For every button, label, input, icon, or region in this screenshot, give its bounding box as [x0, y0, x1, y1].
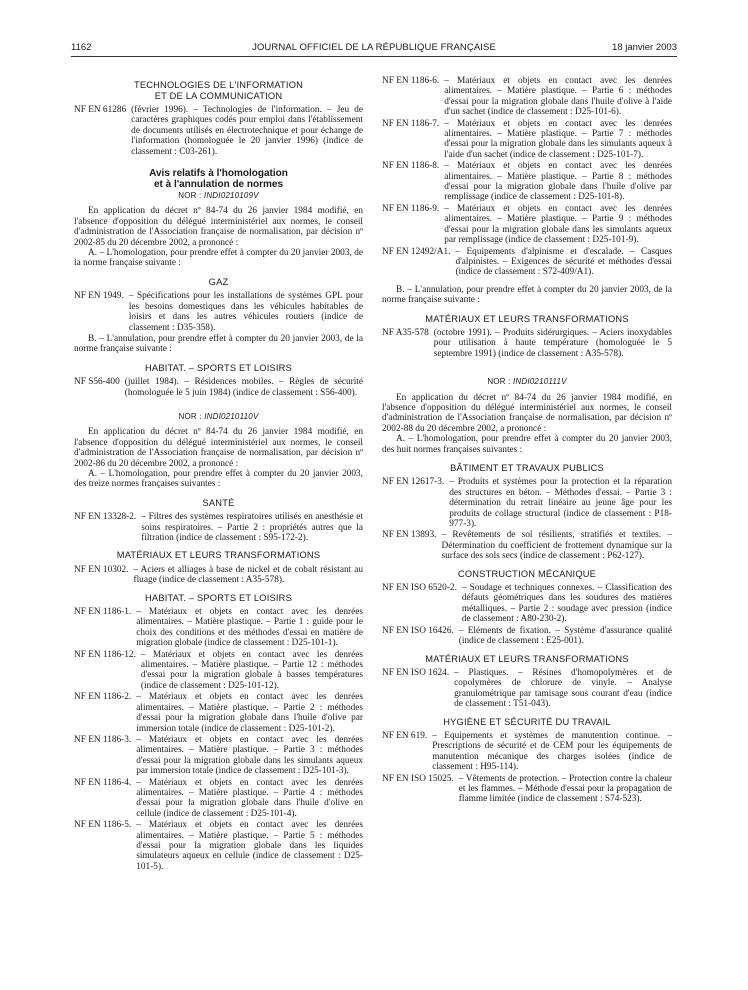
norm-reference: NF EN ISO 15025.	[382, 773, 454, 784]
norm-entry	[74, 565, 363, 586]
paragraph: B. – L'annulation, pour prendre effet à compter du 20 janvier 2003, de la norme française suivante :	[382, 284, 672, 306]
norm-reference: NF EN 1186-1.	[74, 607, 132, 618]
norm-description: – Matériaux et objets en contact avec les denrées alimentaires. – Matière plastique. – Partie 12 : méthodes d'essai pour la migration globale à basses températures (indice de classement : D25-101-12).	[140, 649, 363, 691]
norm-description: – Matériaux et objets en contact avec les denrées alimentaires. – Matière plastique. – Partie 5 : méthodes d'essai pour la migration globale dans les liquides simulateurs aqueux en cellule (indice de classement : D25-101-5).	[136, 820, 363, 872]
section-heading: GAZ	[208, 276, 229, 287]
section-heading: HABITAT. – SPORTS ET LOISIRS	[145, 362, 292, 373]
norm-description: (juillet 1984). – Résidences mobiles. – Règles de sécurité (homologuée le 5 juin 1984) (indice de classement : S56-400).	[124, 377, 363, 398]
section-heading: HABITAT. – SPORTS ET LOISIRS	[145, 592, 292, 603]
norm-reference: NF EN 12617-3.	[382, 477, 445, 488]
norm-reference: NF EN 619.	[382, 730, 428, 741]
norm-reference: NF EN ISO 6520-2.	[382, 583, 457, 594]
norm-entry	[382, 583, 672, 625]
norm-reference: NF EN 13328-2.	[74, 512, 137, 523]
norm-entry	[74, 650, 363, 692]
norm-entry	[74, 377, 363, 398]
norm-entry	[382, 76, 672, 118]
norm-description: – Filtres des systèmes respiratoires utilisés en anesthésie et soins respiratoires. – Partie 2 : propriétés autres que la filtration (indice de classement : S95-172-2).	[141, 512, 363, 543]
section-heading: MATÉRIAUX ET LEURS TRANSFORMATIONS	[116, 550, 321, 561]
norm-reference: NF S56-400	[74, 377, 120, 388]
norm-reference: NF EN 1186-2.	[74, 692, 132, 703]
norm-entry	[382, 626, 672, 647]
norm-reference: NF EN ISO 1624.	[382, 667, 450, 678]
norm-reference: NF EN ISO 16426.	[382, 625, 454, 636]
norm-entry	[382, 247, 672, 278]
norm-entry	[382, 477, 672, 529]
paragraph: En application du décret nº 84-74 du 26 janvier 1984 modifié, en l'absence d'opposition du délégué interministériel aux normes, le conseil d'administration de l'Association française de normalisation, par décision nº 2002-85 du 20 décembre 2002, a prononcé :	[74, 206, 363, 248]
norm-reference: NF EN 13893.	[382, 530, 437, 541]
section-heading: HYGIÈNE ET SÉCURITÉ DU TRAVAIL	[443, 716, 611, 727]
norm-description: – Matériaux et objets en contact avec les denrées alimentaires. – Matière plastique. – Partie 7 : méthodes d'essai pour la migration globale dans les simulants aqueux à l'aide d'un sachet (indice de classement : D25-101-7).	[444, 118, 672, 160]
norm-reference: NF EN 1186-7.	[382, 118, 440, 129]
norm-reference: NF EN 1949.	[74, 291, 124, 302]
norm-reference: NF EN 10302.	[74, 564, 129, 575]
norm-description: (février 1996). – Technologies de l'information. – Jeu de caractères graphiques codés pour emploi dans l'établissement de documents utilisés en électrotechnique et pour échange de l'information (homologuée le 20 janvier 1996) (indice de classement : C03-261).	[131, 105, 363, 157]
norm-entry	[74, 778, 363, 820]
norm-description: – Matériaux et objets en contact avec les denrées alimentaires. – Matière plastique. – Partie 3 : méthodes d'essai pour la migration globale dans les simulants aqueux par immersion totale (indice de classement : D25-101-3).	[136, 734, 363, 777]
section-heading: MATÉRIAUX ET LEURS TRANSFORMATIONS	[425, 313, 629, 324]
page-header	[71, 42, 677, 56]
norm-entry	[74, 820, 363, 872]
section-heading: TECHNOLOGIES DE L'INFORMATION ET DE LA COMMUNICATION	[133, 80, 304, 101]
norm-description: – Matériaux et objets en contact avec les denrées alimentaires. – Matière plastique. – Partie 2 : méthodes d'essai pour la migration globale dans l'huile d'olive par immersion totale (indice de classement : D25-101-2).	[136, 692, 363, 734]
section-heading: MATÉRIAUX ET LEURS TRANSFORMATIONS	[425, 653, 629, 664]
norm-entry	[74, 735, 363, 777]
notice-title: Avis relatifs à l'homologation	[149, 168, 288, 180]
paragraph: A. – L'homologation, pour prendre effet à compter du 20 janvier 2003, des huit normes françaises suivantes :	[382, 434, 672, 455]
norm-entry	[382, 774, 672, 805]
norm-entry	[74, 105, 363, 157]
norm-entry	[382, 668, 672, 710]
page-number: 1162	[71, 42, 92, 53]
norm-entry	[74, 291, 363, 333]
paragraph: A. – L'homologation, pour prendre effet à compter du 20 janvier 2003, des treize normes françaises suivantes :	[74, 468, 363, 490]
norm-description: – Equipements et systèmes de manutention continue. – Prescriptions de sécurité et de CEM pour les équipements de manutention mécanique des charges isolées (indice de classement : H95-114).	[432, 730, 672, 773]
norm-reference: NF EN 1186-9.	[382, 203, 440, 214]
norm-reference: NF EN 61286	[74, 105, 127, 115]
norm-description: – Matériaux et objets en contact avec les denrées alimentaires. – Matière plastique. – Partie 1 : guide pour le choix des conditions et des méthodes d'essai en matière de migration globale (indice de classement : D25-101-1).	[136, 607, 363, 649]
norm-reference: NF EN 12492/A1.	[382, 246, 451, 257]
norm-entry	[382, 204, 672, 246]
paragraph: B. – L'annulation, pour prendre effet à compter du 20 janvier 2003, de la norme française suivante :	[74, 333, 363, 355]
norm-reference: NF EN 1186-5.	[74, 820, 132, 831]
norm-description: – Matériaux et objets en contact avec les denrées alimentaires. – Matière plastique. – Partie 4 : méthodes d'essai pour la migration globale dans l'huile d'olive en cellule (indice de classement : D25-101-4).	[136, 777, 363, 819]
norm-entry	[382, 161, 672, 203]
nor-reference: NOR : INDI0210110V	[178, 411, 259, 421]
norm-description: – Equipements d'alpinisme et d'escalade. – Casques d'alpinistes. – Exigences de sécurité et méthodes d'essai (indice de classement : S72-409/A1).	[455, 246, 672, 278]
norm-reference: NF A35-578	[382, 327, 429, 338]
norm-description: – Vêtements de protection. – Protection contre la chaleur et les flammes. – Méthode d'essai pour la propagation de flamme limitée (indice de classement : S74-523).	[458, 773, 672, 805]
section-heading: BÂTIMENT ET TRAVAUX PUBLICS	[450, 463, 604, 473]
norm-description: – Eléments de fixation. – Système d'assurance qualité (indice de classement : E25-001).	[458, 625, 672, 647]
norm-reference: NF EN 1186-3.	[74, 734, 132, 745]
norm-reference: NF EN 1186-4.	[74, 777, 132, 788]
norm-entry	[382, 328, 672, 359]
paragraph: A. – L'homologation, pour prendre effet à compter du 20 janvier 2003, de la norme française suivante :	[74, 248, 363, 269]
norm-entry	[74, 512, 363, 543]
norm-description: – Matériaux et objets en contact avec les denrées alimentaires. – Matière plastique. – Partie 6 : méthodes d'essai pour la migration globale dans l'huile d'olive à l'aide d'un sachet (indice de classement : D25-101-6).	[444, 76, 672, 118]
norm-entry	[74, 607, 363, 649]
section-heading: SANTÉ	[202, 497, 235, 508]
left-column	[74, 80, 363, 873]
nor-reference: NOR : INDI0210111V	[487, 377, 567, 387]
issue-date: 18 janvier 2003	[612, 42, 677, 53]
notice-subtitle: et à l'annulation de normes	[153, 179, 284, 191]
section-heading: CONSTRUCTION MÉCANIQUE	[457, 568, 597, 579]
header-rule	[71, 56, 677, 57]
journal-title: JOURNAL OFFICIEL DE LA RÉPUBLIQUE FRANÇAISE	[252, 42, 496, 53]
norm-entry	[74, 692, 363, 734]
norm-reference: NF EN 1186-6.	[382, 76, 440, 86]
norm-description: – Soudage et techniques connexes. – Classification des défauts géométriques dans les soudures des matières métalliques. – Partie 2 : soudage avec pression (indice de classement : A80-230-2).	[461, 583, 672, 625]
norm-entry	[382, 530, 672, 561]
norm-description: – Matériaux et objets en contact avec les denrées alimentaires. – Matière plastique. – Partie 8 : méthodes d'essai pour la migration globale dans l'huile d'olive par remplissage (indice de classement : D25-101-8).	[444, 161, 672, 203]
norm-description: – Produits et systèmes pour la protection et la réparation des structures en béton. – Méthodes d'essai. – Partie 3 : détermination du retrait linéaire au jeune âge pour les produits de collage structural (indice de classement : P18-977-3).	[449, 477, 672, 530]
norm-entry	[382, 119, 672, 161]
norm-description: – Aciers et alliages à base de nickel et de cobalt résistant au fluage (indice de classement : A35-578).	[133, 564, 363, 586]
norm-description: – Spécifications pour les installations de systèmes GPL pour les besoins domestiques dans les véhicules habitables de loisirs et dans les autres véhicules routiers (indice de classement : D35-358).	[128, 291, 363, 333]
nor-reference: NOR : INDI0210109V	[178, 191, 259, 201]
norm-description: (octobre 1991). – Produits sidérurgiques. – Aciers inoxydables pour utilisation à haute température (homologuée le 5 septembre 1991) (indice de classement : A35-578).	[433, 327, 672, 359]
norm-description: – Matériaux et objets en contact avec les denrées alimentaires. – Matière plastique. – Partie 9 : méthodes d'essai pour la migration globale dans les simulants aqueux par remplissage (indice de classement : D25-101-9).	[444, 203, 672, 246]
norm-reference: NF EN 1186-12.	[74, 649, 136, 660]
norm-entry	[382, 731, 672, 773]
norm-description: – Revêtements de sol résilients, stratifiés et textiles. – Détermination du coefficient de frottement dynamique sur la surface des sols secs (indice de classement : P62-127).	[441, 530, 672, 562]
norm-description: – Plastiques. – Résines d'homopolymères et de copolymères de chlorure de vinyle. – Analyse granulométrique par tamisage sous courant d'eau (indice de classement : T51-043).	[454, 667, 672, 710]
right-column	[382, 76, 672, 806]
norm-reference: NF EN 1186-8.	[382, 161, 440, 172]
paragraph: En application du décret nº 84-74 du 26 janvier 1984 modifié, en l'absence d'opposition du délégué interministériel aux normes, le conseil d'administration de l'Association française de normalisation, par décision nº 2002-86 du 20 décembre 2002, a prononcé :	[74, 427, 363, 469]
paragraph: En application du décret nº 84-74 du 26 janvier 1984 modifié, en l'absence d'opposition du délégué interministériel aux normes, le conseil d'administration de l'Association française de normalisation, par décision nº 2002-88 du 20 décembre 2002, a prononcé :	[382, 392, 672, 434]
